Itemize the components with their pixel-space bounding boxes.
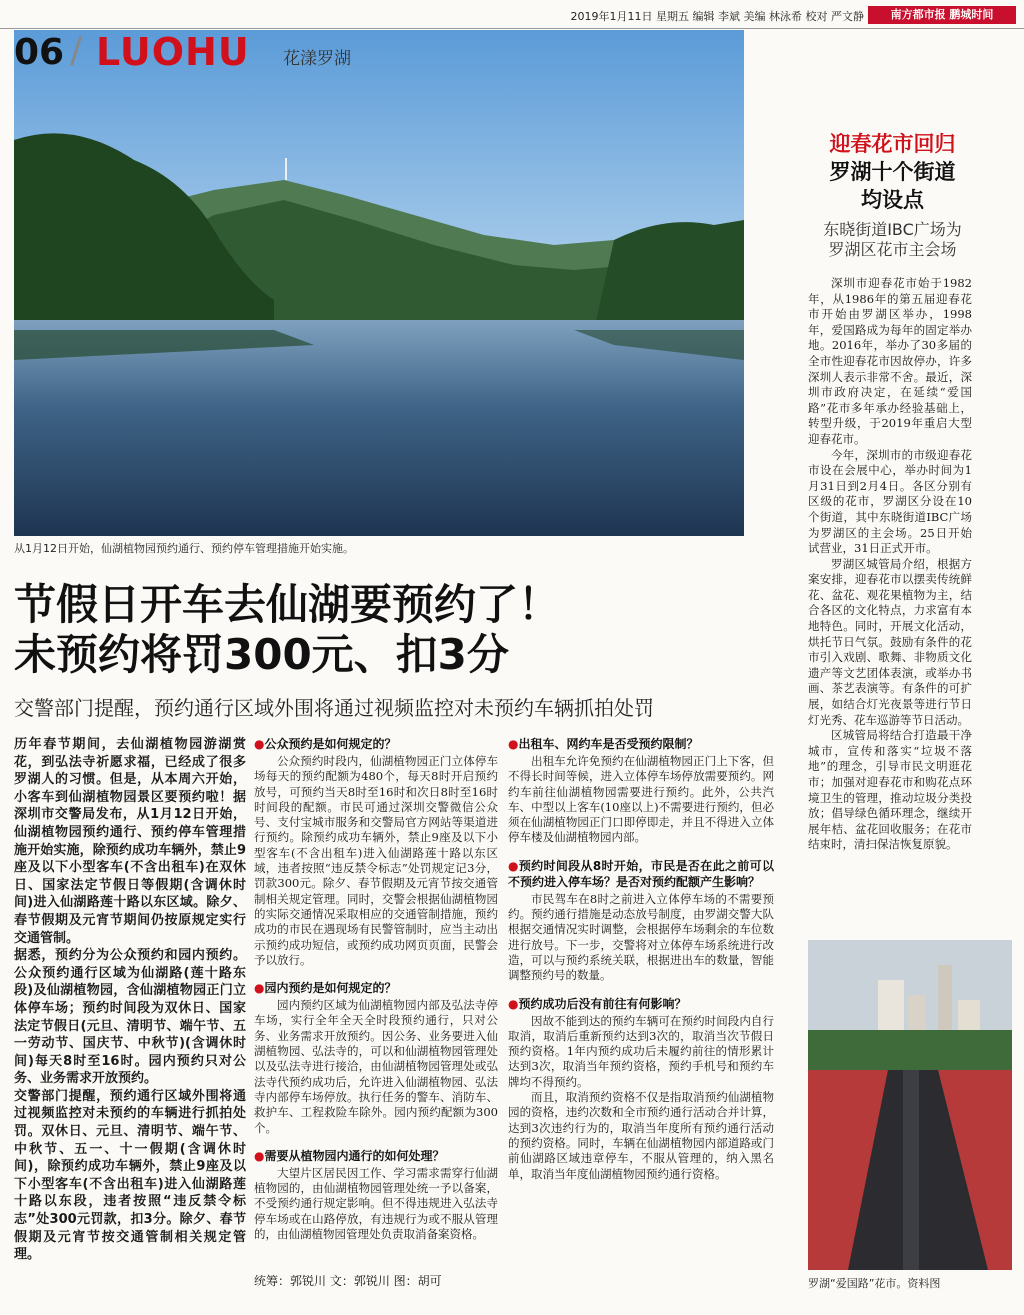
issue-info: 2019年1月11日 星期五 编辑 李斌 美编 林泳希 校对 严文静 bbox=[570, 10, 864, 23]
answer-paragraph: 因故不能到达的预约车辆可在预约时间段内自行取消，取消后重新预约达到3次的，取消当次节假日预约资格。1年内预约成功后未履约前往的情形累计达到3次，取消当年预约资格，预约手机号和预约车牌均不得预约。 bbox=[508, 1013, 774, 1089]
article-deck: 交警部门提醒，预约通行区域外围将通过视频监控对未预约车辆抓拍处罚 bbox=[14, 696, 654, 720]
answer-paragraph: 公众预约时段内，仙湖植物园正门立体停车场每天的预约配额为480个，每天8时开启预约放号，可预约当天8时至16时和次日8时至16时时间段的配额。市民可通过深圳交警微信公众号、支付宝城市服务和交警局官方网站等渠道进行预约。除预约成功车辆外，禁止9座及以下小型客车(不含出租车)进入仙湖路莲十路以东区域，违者按照“违反禁令标志”处罚规定记3分，罚款300元。除夕、春节假期及元宵节按交通管制相关规定管理。同时，交警会根据仙湖植物园的实际交通情况采取相应的交通管制措施，预约成功的市民在遇现场有民警管制时，应当主动出示预约成功短信，或预约成功网页页面，民警会予以放行。 bbox=[254, 754, 498, 967]
answer-paragraph: 园内预约区域为仙湖植物园内部及弘法寺停车场，实行全年全天全时段预约通行，只对公务、业务需求开放预约。因公务、业务要进入仙湖植物园、弘法寺的，可以和仙湖植物园管理处以及弘法寺进行接洽，由仙湖植物园管理处或弘法寺代预约成功后，允许进入仙湖植物园、弘法寺内部停车场停放。执行任务的警车、消防车、救护车、工程救险车除外。园内预约配额为300个。 bbox=[254, 998, 498, 1135]
answer-paragraph: 出租车允许免预约在仙湖植物园正门上下客，但不得长时间等候，进入立体停车场停放需要预约。网约车前往仙湖植物园需要进行预约。此外，公共汽车、中型以上客车(10座以上)不需要进行预约，但必须在仙湖植物园正门口即停即走，并且不得进入立体停车楼及仙湖植物园内部。 bbox=[508, 754, 774, 845]
section-name: LUOHU bbox=[96, 30, 250, 74]
headline-line-1: 节假日开车去仙湖要预约了！ bbox=[14, 580, 561, 629]
sidebar-paragraph-4: 区城管局将结合打造最干净城市，宣传和落实“垃圾不落地”的理念，引导市民文明逛花市；加强对迎春花市和购花点环境卫生的管理，推动垃圾分类投放；倡导绿色循环理念，继续开展年桔、盆花回收服务；在花市结束时，清扫保洁恢复原貌。 bbox=[808, 728, 972, 852]
answer-paragraph: 而且，取消预约资格不仅是指取消预约仙湖植物园的资格，违约次数和全市预约通行活动合并计算，达到3次违约行为的，取消当年度所有预约通行活动的预约资格。同时，车辆在仙湖植物园内部道路或门前仙湖路区域违章停车，不服从管理的，纳入黑名单，取消当年度仙湖植物园预约通行资格。 bbox=[508, 1090, 774, 1181]
page-number: 06 bbox=[14, 32, 65, 73]
sidebar-kicker: 迎春花市回归 bbox=[829, 132, 956, 156]
question-heading: ●需要从植物园内通行的如何处理？ bbox=[254, 1148, 445, 1163]
lead-paragraph-1: 历年春节期间，去仙湖植物园游湖赏花，到弘法寺祈愿求福，已经成了很多罗湖人的习惯。但是，从本周六开始，小客车到仙湖植物园景区要预约啦！据深圳市交警局发布，从1月12日开始，仙湖植物园预约通行、预约停车管理措施开始实施，除预约成功车辆外，禁止9座及以下小型客车(不含出租车)在双休日、国家法定节假日等假期(含调休时间)进入仙湖路莲十路以东区域。除夕、春节假期及元宵节期间仍按原规定实行交通管制。 bbox=[14, 737, 246, 946]
sidebar-paragraph-2: 今年，深圳市的市级迎春花市设在会展中心，举办时间为1月31日到2月4日。各区分别有区级的花市，罗湖区分设在10个街道，其中东晓街道IBC广场为罗湖区的主会场。25日开始试营业，31日正式开市。 bbox=[808, 447, 972, 556]
qa-column-2 bbox=[254, 736, 498, 1254]
lead-paragraph-3: 交警部门提醒，预约通行区域外围将通过视频监控对未预约的车辆进行抓拍处罚。双休日、元旦、清明节、端午节、中秋节、五一、十一假期(含调休时间)，除预约成功车辆外，禁止9座及以下小型客车(不含出租车)进入仙湖路莲十路以东段，违者按照“违反禁令标志”处300元罚款，扣3分。除夕、春节假期及元宵节按交通管制相关规定管理。 bbox=[14, 1088, 246, 1263]
bullet-icon: ● bbox=[508, 737, 519, 751]
sidebar-paragraph-1: 深圳市迎春花市始于1982年，从1986年的第五届迎春花市开始由罗湖区举办，1998年，爱国路成为每年的固定举办地。2016年，举办了30多届的全市性迎春花市因故停办，许多深圳人表示非常不舍。最近，深圳市政府决定，在延续“爱国路”花市多年承办经验基础上，转型升级，于2019年重启大型迎春花市。 bbox=[808, 276, 972, 446]
article-headline bbox=[14, 580, 754, 680]
headline-line-2: 未预约将罚300元、扣3分 bbox=[14, 630, 509, 679]
question-heading: ●预约成功后没有前往有何影响？ bbox=[508, 996, 687, 1011]
article-credits: 统筹：郭锐川 文：郭锐川 图：胡可 bbox=[254, 1274, 442, 1288]
flower-market-photo bbox=[808, 940, 1012, 1270]
photo-caption: 从1月12日开始，仙湖植物园预约通行、预约停车管理措施开始实施。 bbox=[14, 542, 354, 555]
lead-paragraph-2: 据悉，预约分为公众预约和园内预约。公众预约通行区域为仙湖路(莲十路东段)及仙湖植物园，含仙湖植物园正门立体停车场；预约时间段为双休日、国家法定节假日(元旦、清明节、端午节、五一劳动节、国庆节、中秋节)(含调休时间)每天8时至16时。园内预约只对公务、业务需求开放预约。 bbox=[14, 948, 246, 1087]
sidebar-title-line-2: 均设点 bbox=[861, 188, 924, 212]
answer-paragraph: 大望片区居民因工作、学习需求需穿行仙湖植物园的，由仙湖植物园管理处统一予以备案，不受预约通行规定影响。但不得违规进入弘法寺停车场或在山路停放，有违规行为或不服从管理的，由仙湖植物园管理处负责取消备案资格。 bbox=[254, 1165, 498, 1242]
lake-photo bbox=[14, 30, 744, 536]
qa-column-3 bbox=[508, 736, 774, 1194]
sidebar-subtitle-line-2: 罗湖区花市主会场 bbox=[828, 240, 957, 259]
page-slash: / bbox=[70, 30, 83, 71]
sidebar-title-line-1: 罗湖十个街道 bbox=[829, 160, 956, 184]
question-heading: ●公众预约是如何规定的？ bbox=[254, 737, 397, 751]
sidebar-photo-caption: 罗湖“爱国路”花市。资料图 bbox=[808, 1277, 941, 1290]
sidebar-title bbox=[800, 158, 985, 214]
bullet-icon: ● bbox=[254, 1148, 265, 1163]
question-heading: ●园内预约是如何规定的？ bbox=[254, 981, 397, 996]
sidebar-body bbox=[808, 276, 972, 853]
lake-landscape-image bbox=[14, 30, 744, 536]
answer-paragraph: 市民驾车在8时之前进入立体停车场的不需要预约。预约通行措施是动态放号制度，由罗湖交警大队根据交通情况实时调整，会根据停车场剩余的车位数进行放号。下一步，交警将对立体停车场系统进行改造，可以与预约系统关联，根据进出车的数量，智能调整预约号的数量。 bbox=[508, 891, 774, 983]
sidebar-paragraph-3: 罗湖区城管局介绍，根据方案安排，迎春花市以摆卖传统鲜花、盆花、观花果植物为主，结合各区的文化特点，力求富有本地特色。同时，开展文化活动，烘托节日气氛。鼓励有条件的花市引入戏剧、歌舞、非物质文化遗产等文艺团体表演，或举办书画、茶艺表演等。有条件的可扩展，如结合灯光夜景等进行节日灯光秀、花车巡游等节日活动。 bbox=[808, 556, 972, 727]
sidebar-subtitle bbox=[800, 220, 985, 260]
section-subtitle: 花漾罗湖 bbox=[283, 49, 351, 69]
flower-market-image bbox=[808, 940, 1012, 1270]
newspaper-logo: 南方都市报 鹏城时间 bbox=[868, 6, 1016, 24]
question-heading: ●出租车、网约车是否受预约限制？ bbox=[508, 737, 699, 751]
lead-column bbox=[14, 736, 246, 1264]
question-heading: ●预约时间段从8时开始，市民是否在此之前可以不预约进入停车场？是否对预约配额产生影响？ bbox=[508, 858, 774, 889]
bullet-icon: ● bbox=[254, 981, 265, 996]
bullet-icon: ● bbox=[254, 737, 265, 751]
bullet-icon: ● bbox=[508, 996, 519, 1011]
bullet-icon: ● bbox=[508, 858, 519, 873]
sidebar-subtitle-line-1: 东晓街道IBC广场为 bbox=[823, 220, 962, 239]
